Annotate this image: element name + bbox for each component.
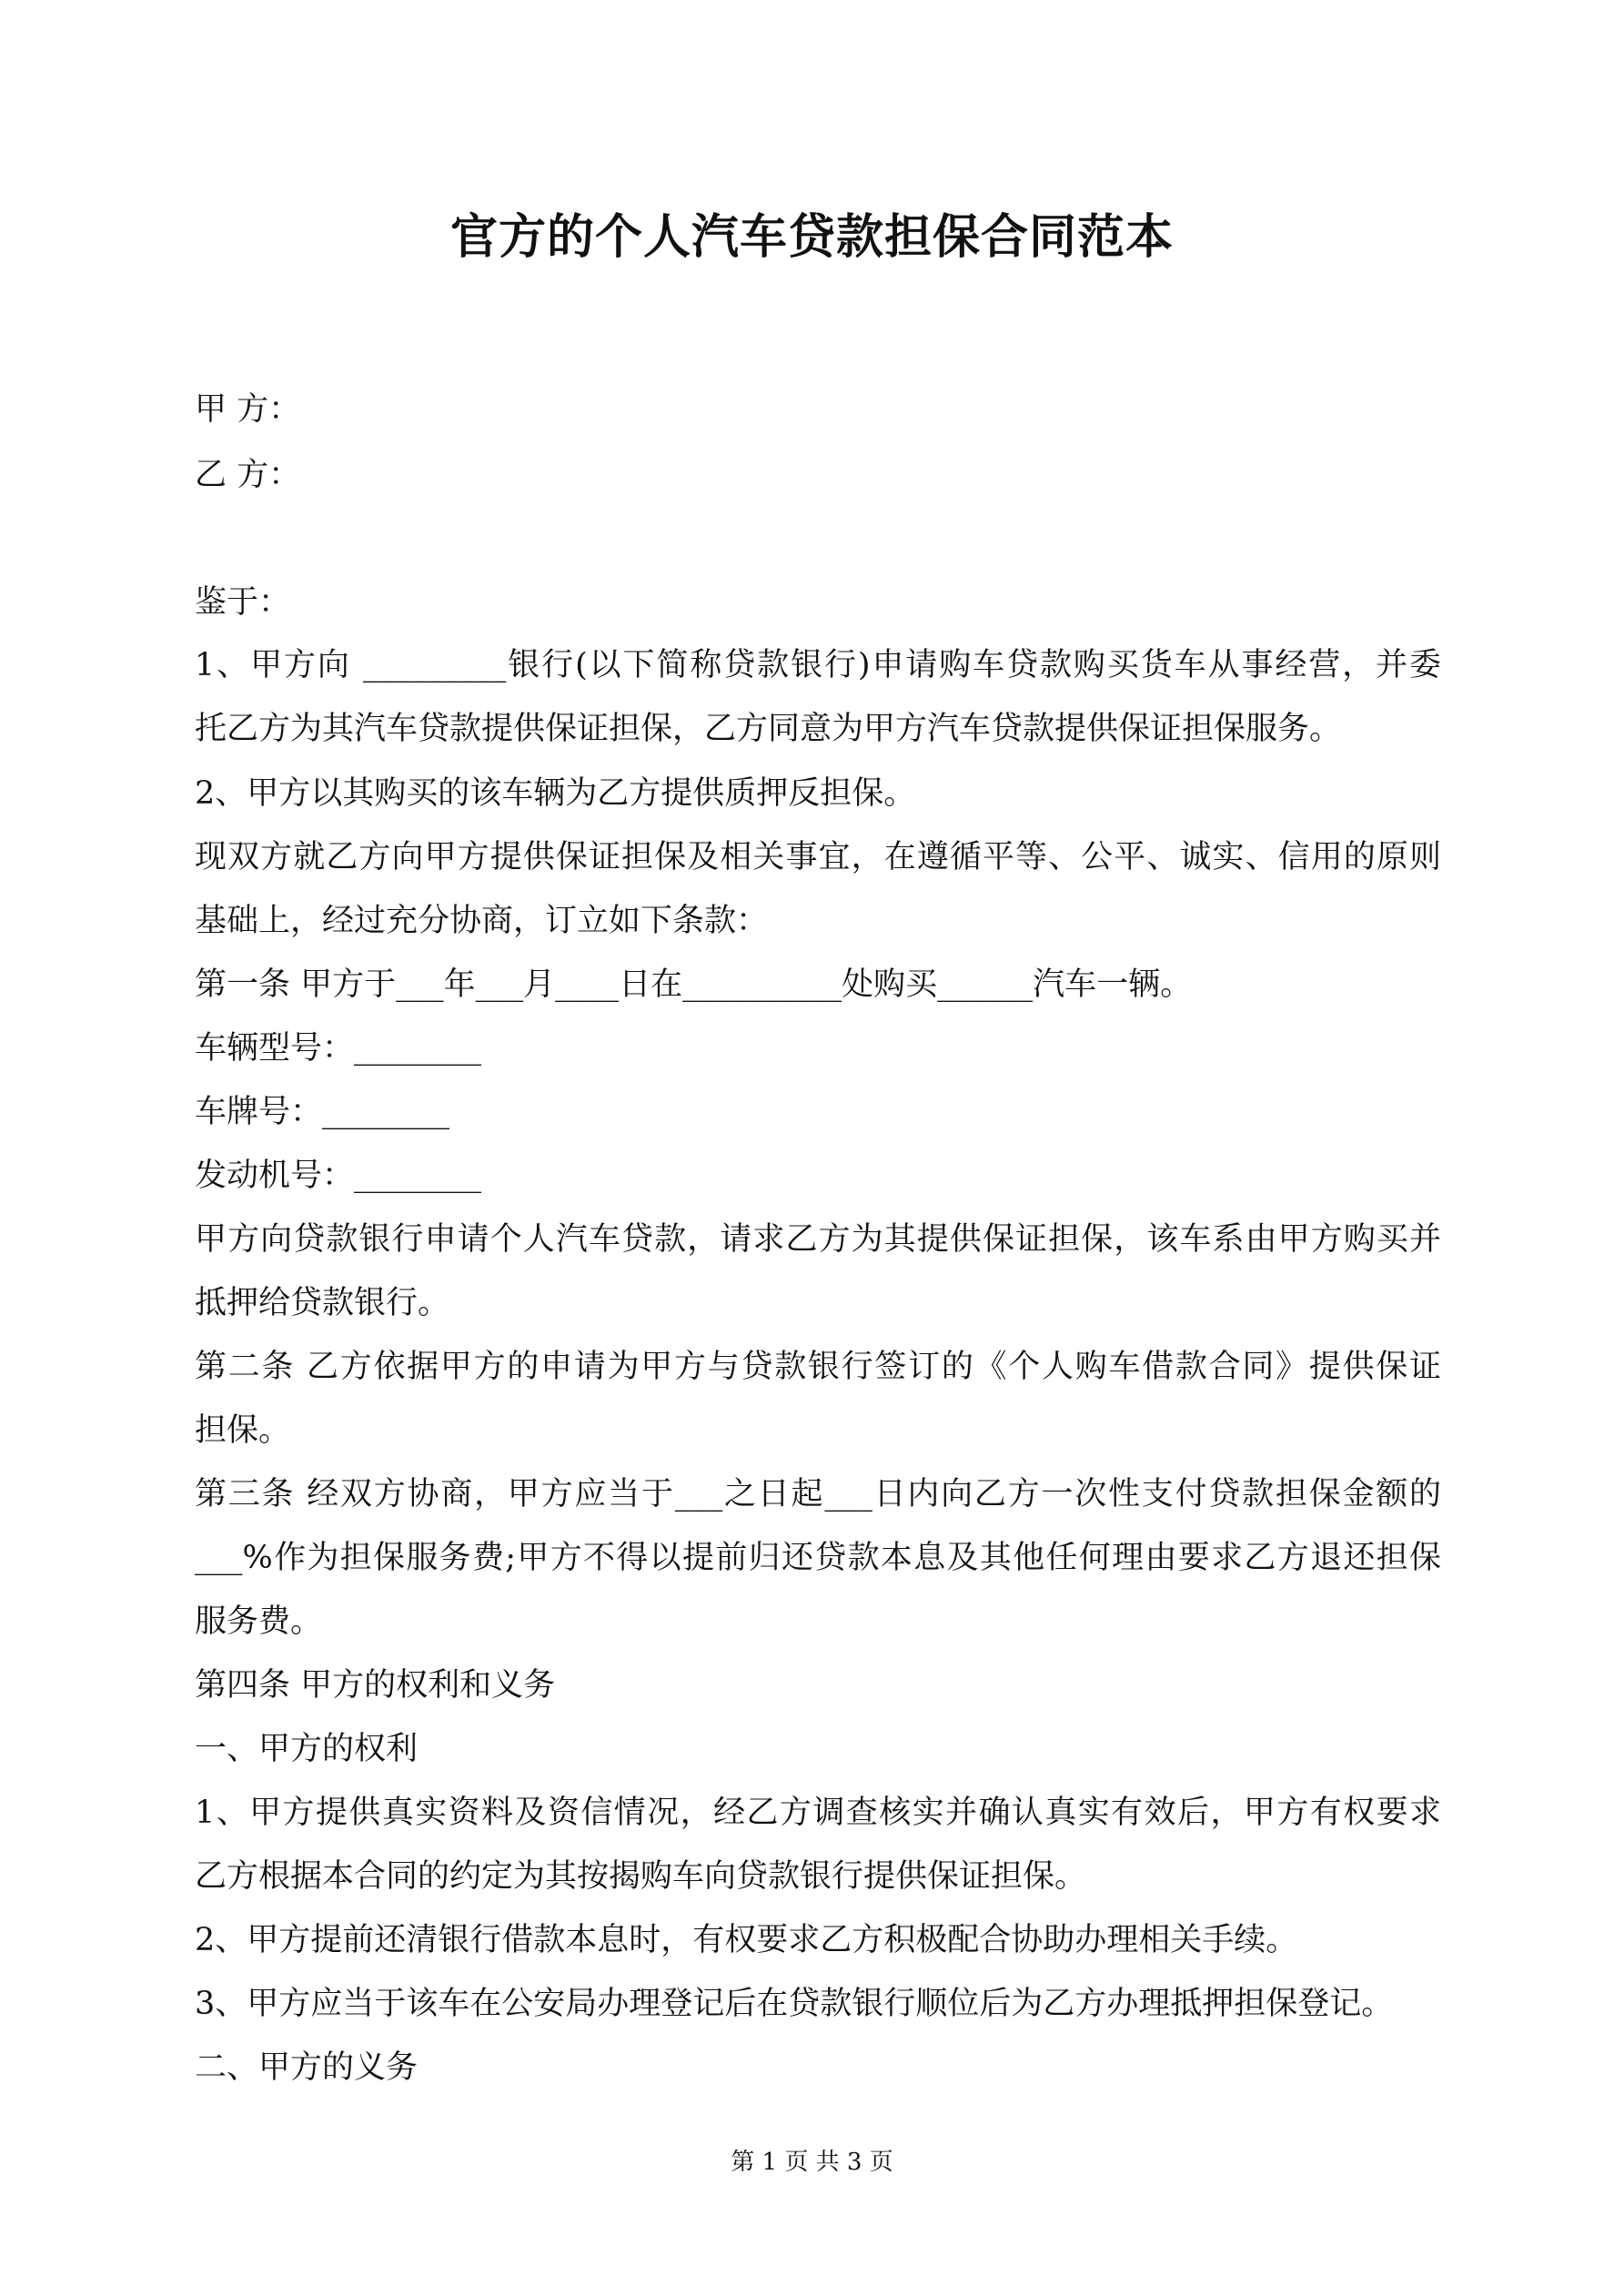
paragraph-line: 现双方就乙方向甲方提供保证担保及相关事宜，在遵循平等、公平、诚实、信用的原则 — [195, 839, 1441, 875]
paragraph-line: 服务费。 — [195, 1603, 323, 1640]
paragraph-line: 2、甲方以其购买的该车辆为乙方提供质押反担保。 — [195, 775, 916, 812]
paragraph-line: 担保。 — [195, 1412, 291, 1449]
paragraph-line: 抵押给贷款银行。 — [195, 1285, 450, 1321]
section-heading: 二、甲方的义务 — [195, 2049, 419, 2086]
paragraph-line: 3、甲方应当于该车在公安局办理登记后在贷款银行顺位后为乙方办理抵押担保登记。 — [195, 1986, 1394, 2022]
article-1-line: 第一条 甲方于___年___月____日在__________处购买______汽车一辆。 — [195, 966, 1193, 1003]
document-title: 官方的个人汽车贷款担保合同范本 — [449, 209, 1174, 265]
section-heading: 一、甲方的权利 — [195, 1731, 419, 1767]
paragraph-line: 1、甲方向 _________银行(以下简称贷款银行)申请购车贷款购买货车从事经营，并委 — [195, 647, 1441, 683]
paragraph-line: 托乙方为其汽车贷款提供保证担保，乙方同意为甲方汽车贷款提供保证担保服务。 — [195, 711, 1342, 747]
article-4-heading: 第四条 甲方的权利和义务 — [195, 1667, 556, 1704]
article-3-line: 第三条 经双方协商，甲方应当于___之日起___日内向乙方一次性支付贷款担保金额的 — [195, 1476, 1441, 1512]
paragraph-line: 甲方向贷款银行申请个人汽车贷款，请求乙方为其提供保证担保，该车系由甲方购买并 — [195, 1221, 1441, 1258]
paragraph-line: ___%作为担保服务费;甲方不得以提前归还贷款本息及其他任何理由要求乙方退还担保 — [195, 1540, 1441, 1576]
engine-number-line: 发动机号：________ — [195, 1158, 482, 1194]
paragraph-line: 乙方根据本合同的约定为其按揭购车向贷款银行提供保证担保。 — [195, 1858, 1087, 1895]
whereas-heading: 鉴于： — [195, 584, 291, 621]
paragraph-line: 1、甲方提供真实资料及资信情况，经乙方调查核实并确认真实有效后，甲方有权要求 — [195, 1795, 1441, 1831]
page-footer: 第 1 页 共 3 页 — [731, 2149, 893, 2176]
article-2-line: 第二条 乙方依据甲方的申请为甲方与贷款银行签订的《个人购车借款合同》提供保证 — [195, 1349, 1441, 1385]
plate-number-line: 车牌号：________ — [195, 1094, 450, 1130]
paragraph-line: 基础上，经过充分协商，订立如下条款： — [195, 903, 769, 939]
party-a-line: 甲 方： — [195, 391, 301, 428]
party-b-line: 乙 方： — [195, 457, 301, 493]
paragraph-line: 2、甲方提前还清银行借款本息时，有权要求乙方积极配合协助办理相关手续。 — [195, 1922, 1298, 1958]
vehicle-model-line: 车辆型号：________ — [195, 1030, 482, 1067]
